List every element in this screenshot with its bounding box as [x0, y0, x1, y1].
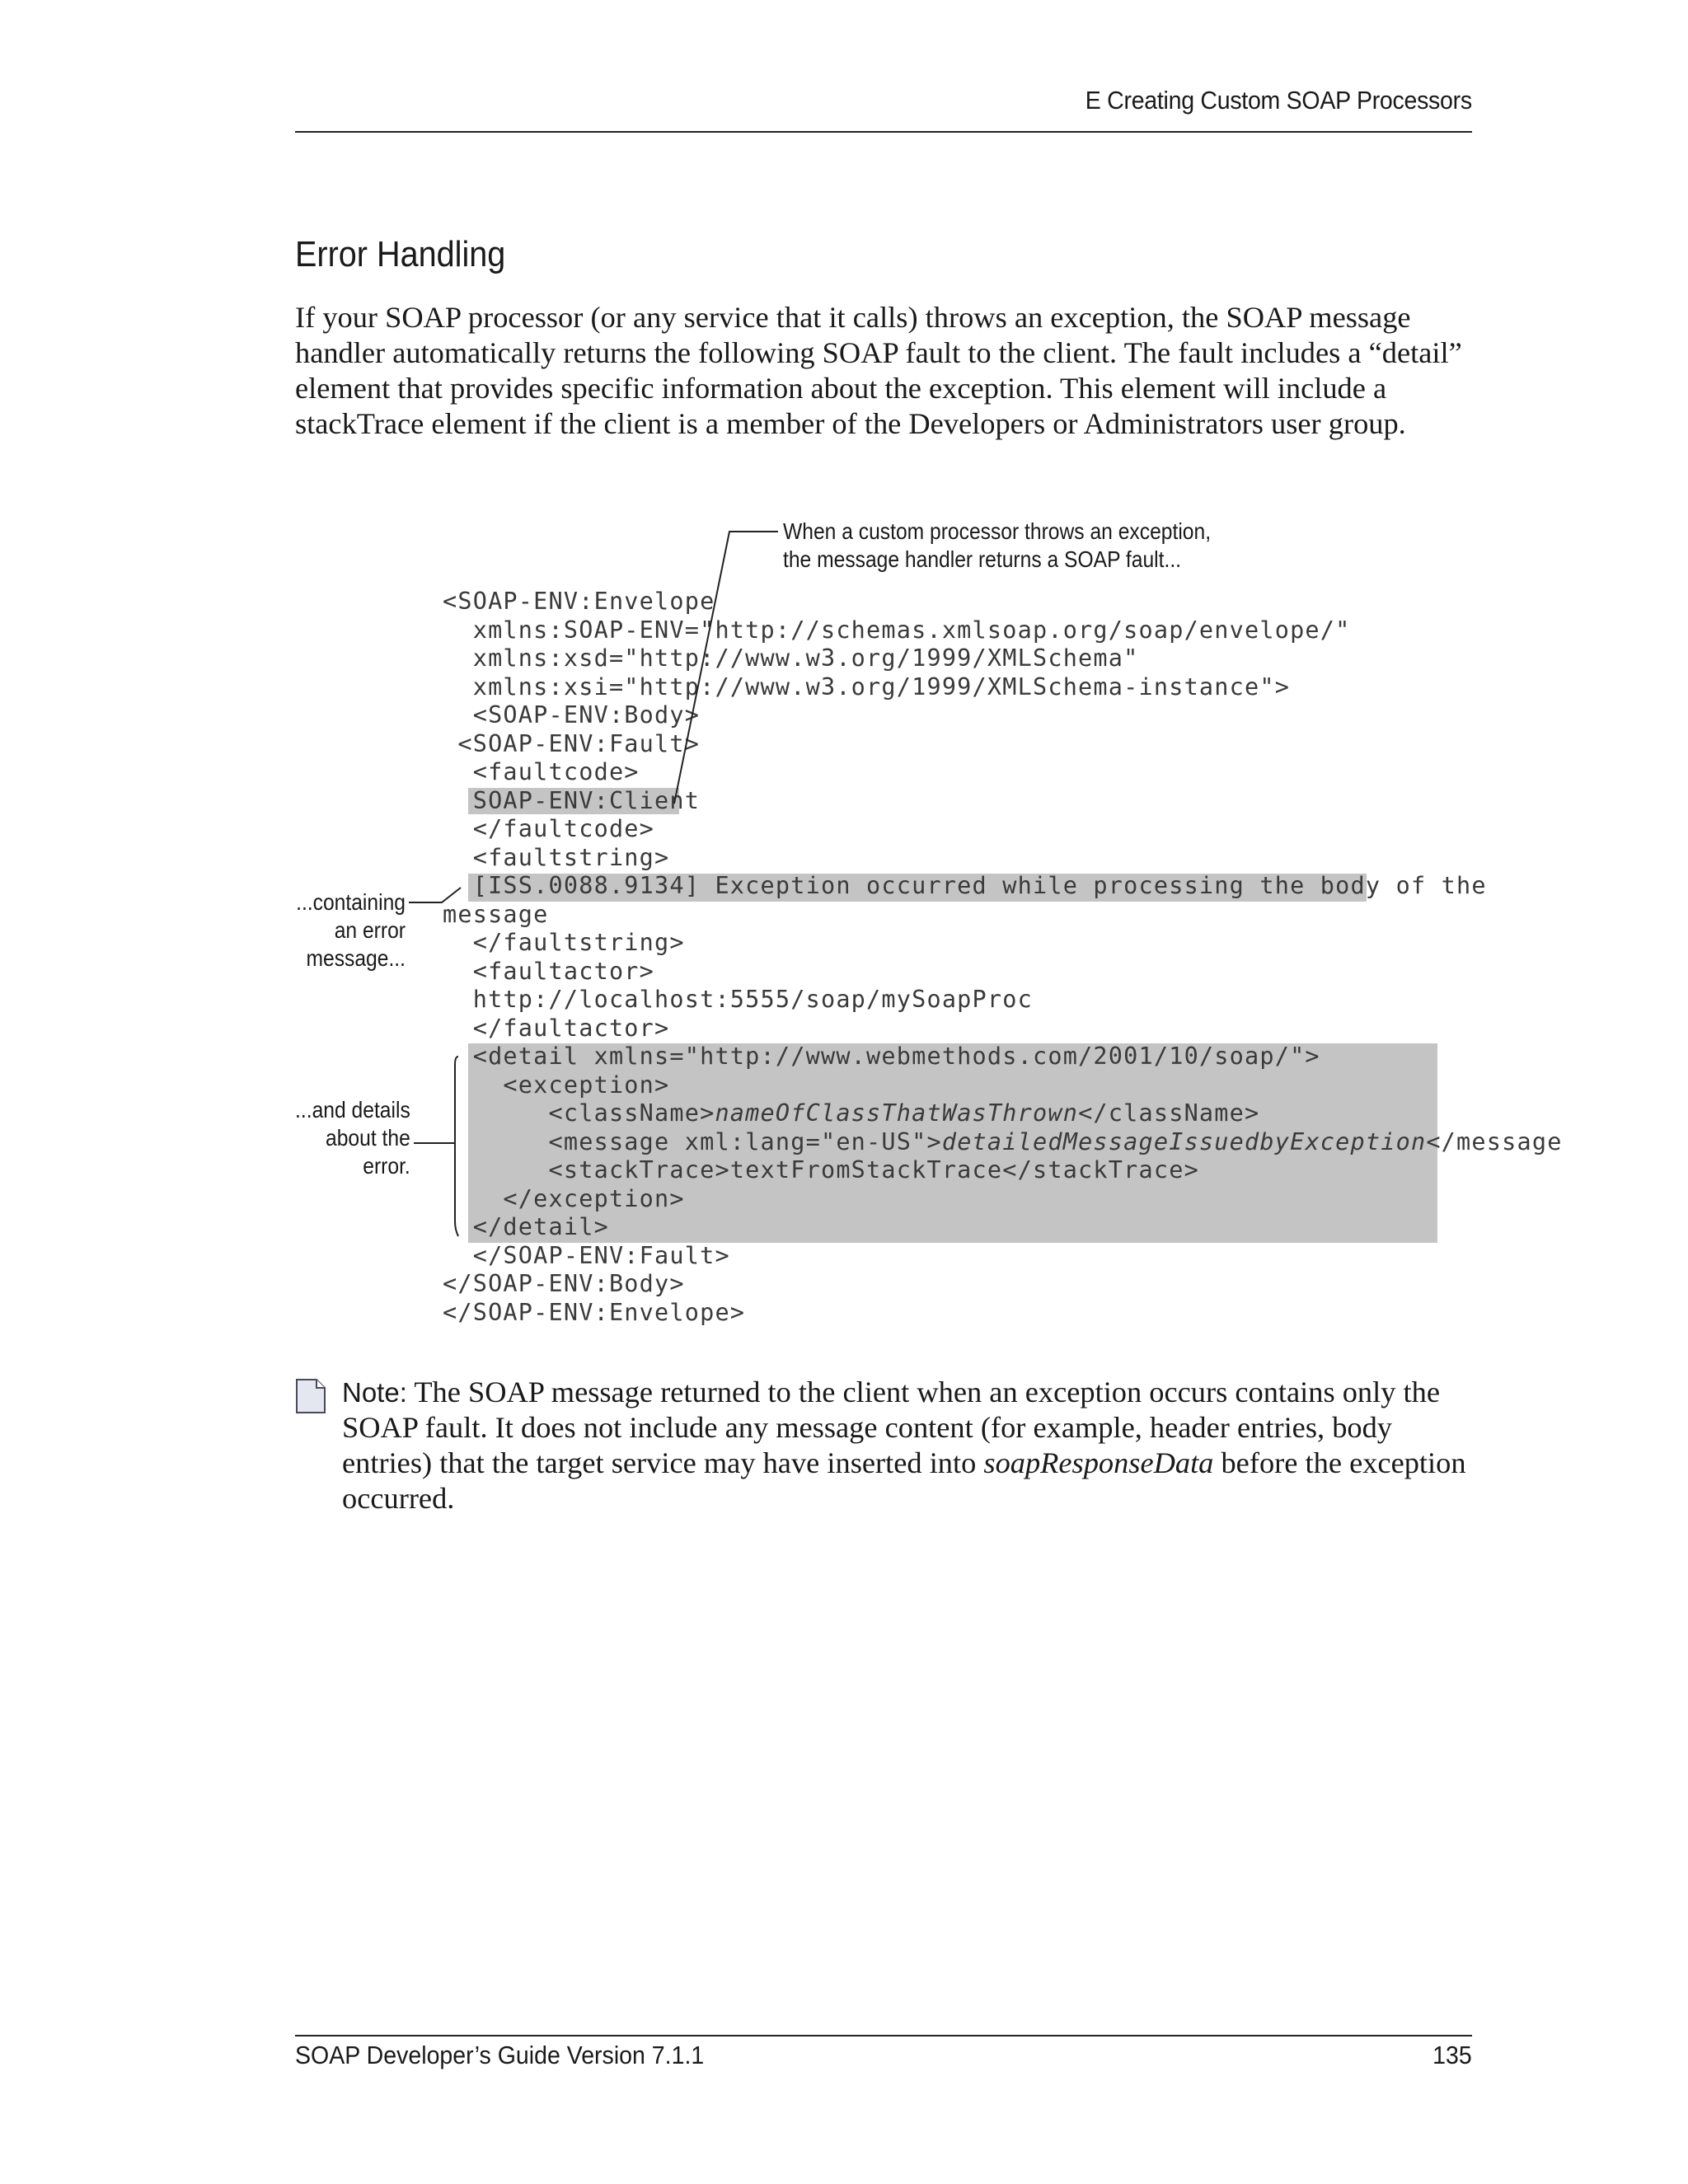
code-line: </SOAP-ENV:Body>: [443, 1270, 685, 1297]
code-line: [ISS.0088.9134] Exception occurred while processing the body of the: [443, 872, 1487, 899]
intro-paragraph: If your SOAP processor (or any service that it calls) throws an exception, the SOAP message handler automatically returns the following SOAP fault to the client. The fault includes a “detail” element that provides specific information about the exception. This element will include a stackTrace element if the client is a member of the Developers or Administrators user group.: [295, 301, 1462, 440]
footer-title: SOAP Developer’s Guide Version 7.1.1: [295, 2041, 705, 2069]
code-line: <SOAP-ENV:Body>: [443, 701, 701, 729]
code-token: </className>: [1078, 1099, 1260, 1127]
callout-details: [295, 1096, 410, 1180]
code-line: <faultstring>: [443, 843, 670, 871]
code-token: </message: [1426, 1127, 1563, 1155]
callout-line: about the: [326, 1125, 410, 1151]
callout-line: an error: [334, 917, 406, 943]
code-line: </detail>: [443, 1213, 609, 1240]
code-line: </faultcode>: [443, 815, 655, 842]
code-token: <message xml:lang="en-US">: [443, 1127, 942, 1155]
code-line: xmlns:xsi="http://www.w3.org/1999/XMLSchema-instance">: [443, 673, 1291, 701]
running-header: E Creating Custom SOAP Processors: [1085, 86, 1472, 115]
callout-line: When a custom processor throws an exception,: [783, 518, 1212, 544]
callout-line: the message handler returns a SOAP fault...: [783, 546, 1182, 572]
code-line: </faultactor>: [443, 1014, 670, 1042]
code-token-italic: detailedMessageIssuedbyException: [941, 1127, 1427, 1155]
code-line: <faultactor>: [443, 957, 655, 985]
code-line: </SOAP-ENV:Envelope>: [443, 1298, 746, 1326]
code-line: xmlns:xsd="http://www.w3.org/1999/XMLSchema": [443, 644, 1139, 672]
code-token: <className>: [443, 1099, 715, 1127]
footer-rule: [295, 2035, 1472, 2036]
code-line: message: [443, 900, 549, 928]
page-number: 135: [1432, 2041, 1472, 2069]
note-text: [342, 1375, 1479, 1516]
code-line: </exception>: [443, 1184, 685, 1212]
code-line: </faultstring>: [443, 929, 685, 956]
callout-line: ...containing: [296, 889, 406, 915]
note-label: Note:: [342, 1377, 407, 1408]
code-line: <faultcode>: [443, 758, 640, 785]
section-title: Error Handling: [295, 234, 506, 274]
callout-line: error.: [363, 1153, 410, 1179]
note-page-icon: [295, 1378, 326, 1418]
callout-line: message...: [306, 945, 406, 971]
code-line: SOAP-ENV:Client: [443, 786, 701, 814]
code-line: <SOAP-ENV:Fault>: [443, 729, 701, 757]
code-line: xmlns:SOAP-ENV="http://schemas.xmlsoap.org/soap/envelope/": [443, 616, 1351, 644]
code-token-italic: nameOfClassThatWasThrown: [715, 1099, 1079, 1127]
code-line: <detail xmlns="http://www.webmethods.com/2001/10/soap/">: [443, 1043, 1320, 1070]
code-line: </SOAP-ENV:Fault>: [443, 1241, 730, 1269]
code-line: <SOAP-ENV:Envelope: [443, 588, 715, 615]
callout-error-message: [296, 888, 406, 972]
code-line: http://localhost:5555/soap/mySoapProc: [443, 986, 1033, 1013]
callout-line: ...and details: [295, 1097, 410, 1122]
note-italic-term: soapResponseData: [983, 1446, 1214, 1479]
code-line: <exception>: [443, 1071, 670, 1099]
callout-fault: [783, 518, 1211, 574]
note-text-part: before the exception occurred.: [342, 1446, 1466, 1515]
code-line: <stackTrace>textFromStackTrace</stackTrace>: [443, 1156, 1199, 1183]
note-text-part: The SOAP message returned to the client when an exception occurs contains only the SOAP fault. It does not include any message content (for example, header entries, body entries) that the target service may have inserted into: [342, 1376, 1440, 1479]
